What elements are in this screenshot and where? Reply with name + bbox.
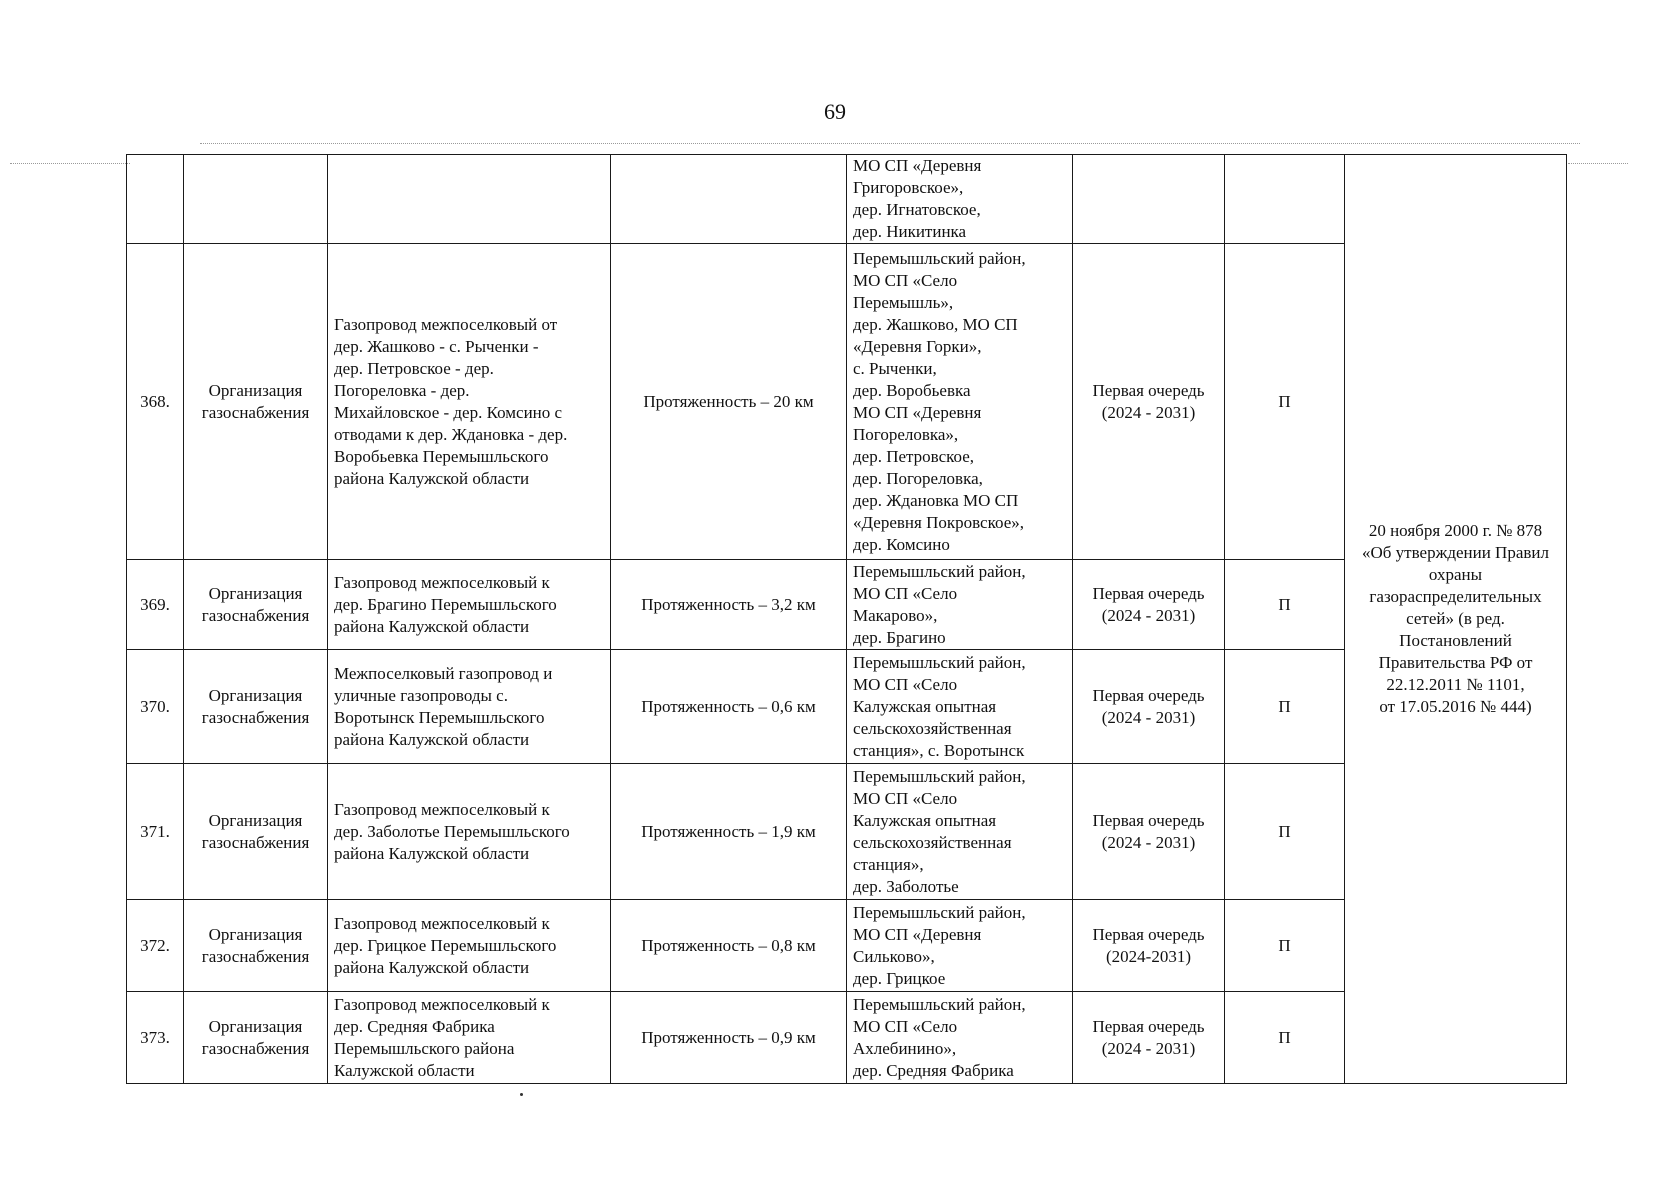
row-stage: Первая очередь (2024 - 2031) bbox=[1073, 764, 1225, 900]
cell-organization bbox=[184, 155, 328, 244]
row-number: 372. bbox=[127, 900, 184, 992]
row-status: П bbox=[1225, 900, 1345, 992]
row-status: П bbox=[1225, 560, 1345, 650]
row-length: Протяженность – 3,2 км bbox=[611, 560, 847, 650]
row-object-name: Газопровод межпоселковый к дер. Заболотье Перемышльского района Калужской области bbox=[328, 764, 611, 900]
row-stage: Первая очередь (2024 - 2031) bbox=[1073, 244, 1225, 560]
row-length: Протяженность – 1,9 км bbox=[611, 764, 847, 900]
row-status: П bbox=[1225, 992, 1345, 1084]
row-status: П bbox=[1225, 764, 1345, 900]
row-organization: Организация газоснабжения bbox=[184, 560, 328, 650]
scan-noise-line bbox=[1568, 163, 1628, 164]
row-location: Перемышльский район, МО СП «Село Ахлебинино», дер. Средняя Фабрика bbox=[847, 992, 1073, 1084]
cell-name bbox=[328, 155, 611, 244]
row-object-name: Газопровод межпоселковый к дер. Грицкое Перемышльского района Калужской области bbox=[328, 900, 611, 992]
row-object-name: Газопровод межпоселковый к дер. Средняя Фабрика Перемышльского района Калужской области bbox=[328, 992, 611, 1084]
row-organization: Организация газоснабжения bbox=[184, 764, 328, 900]
page-number: 69 bbox=[824, 99, 846, 124]
cell-legal-basis: 20 ноября 2000 г. № 878 «Об утверждении Правил охраны газораспределительных сетей» (в ред. Постановлений Правительства РФ от 22.12.2011 № 1101, от 17.05.2016 № 444) bbox=[1345, 155, 1567, 1084]
row-length: Протяженность – 0,8 км bbox=[611, 900, 847, 992]
row-stage: Первая очередь (2024-2031) bbox=[1073, 900, 1225, 992]
cell-length bbox=[611, 155, 847, 244]
row-organization: Организация газоснабжения bbox=[184, 650, 328, 764]
row-length: Протяженность – 0,6 км bbox=[611, 650, 847, 764]
row-number: 370. bbox=[127, 650, 184, 764]
scan-noise-line bbox=[200, 143, 1580, 144]
row-organization: Организация газоснабжения bbox=[184, 992, 328, 1084]
table-row-continuation bbox=[127, 155, 1567, 244]
row-status: П bbox=[1225, 244, 1345, 560]
row-organization: Организация газоснабжения bbox=[184, 244, 328, 560]
row-length: Протяженность – 20 км bbox=[611, 244, 847, 560]
row-location: Перемышльский район, МО СП «Село Макарово», дер. Брагино bbox=[847, 560, 1073, 650]
cell-stage bbox=[1073, 155, 1225, 244]
row-status: П bbox=[1225, 650, 1345, 764]
row-organization: Организация газоснабжения bbox=[184, 900, 328, 992]
row-object-name: Газопровод межпоселковый к дер. Брагино Перемышльского района Калужской области bbox=[328, 560, 611, 650]
scan-noise-line bbox=[10, 163, 130, 164]
cell-status bbox=[1225, 155, 1345, 244]
row-object-name: Газопровод межпоселковый от дер. Жашково - с. Рыченки - дер. Петровское - дер. Погореловка - дер. Михайловское - дер. Комсино с отводами к дер. Ждановка - дер. Воробьевка Перемышльского района Калужской области bbox=[328, 244, 611, 560]
cell-number bbox=[127, 155, 184, 244]
row-location: Перемышльский район, МО СП «Село Калужская опытная сельскохозяйственная станция», с. Воротынск bbox=[847, 650, 1073, 764]
row-length: Протяженность – 0,9 км bbox=[611, 992, 847, 1084]
row-stage: Первая очередь (2024 - 2031) bbox=[1073, 650, 1225, 764]
row-stage: Первая очередь (2024 - 2031) bbox=[1073, 992, 1225, 1084]
row-location: Перемышльский район, МО СП «Село Перемышль», дер. Жашково, МО СП «Деревня Горки», с. Рыченки, дер. Воробьевка МО СП «Деревня Погореловка», дер. Петровское, дер. Погореловка, дер. Ждановка МО СП «Деревня Покровское», дер. Комсино bbox=[847, 244, 1073, 560]
row-number: 369. bbox=[127, 560, 184, 650]
row-number: 371. bbox=[127, 764, 184, 900]
row-number: 373. bbox=[127, 992, 184, 1084]
cell-location: МО СП «Деревня Григоровское», дер. Игнатовское, дер. Никитинка bbox=[847, 155, 1073, 244]
row-number: 368. bbox=[127, 244, 184, 560]
row-location: Перемышльский район, МО СП «Село Калужская опытная сельскохозяйственная станция», дер. Заболотье bbox=[847, 764, 1073, 900]
row-stage: Первая очередь (2024 - 2031) bbox=[1073, 560, 1225, 650]
row-location: Перемышльский район, МО СП «Деревня Сильково», дер. Грицкое bbox=[847, 900, 1073, 992]
scan-speck bbox=[520, 1093, 523, 1096]
row-object-name: Межпоселковый газопровод и уличные газопроводы с. Воротынск Перемышльского района Калужской области bbox=[328, 650, 611, 764]
gas-pipeline-table bbox=[126, 154, 1567, 1084]
